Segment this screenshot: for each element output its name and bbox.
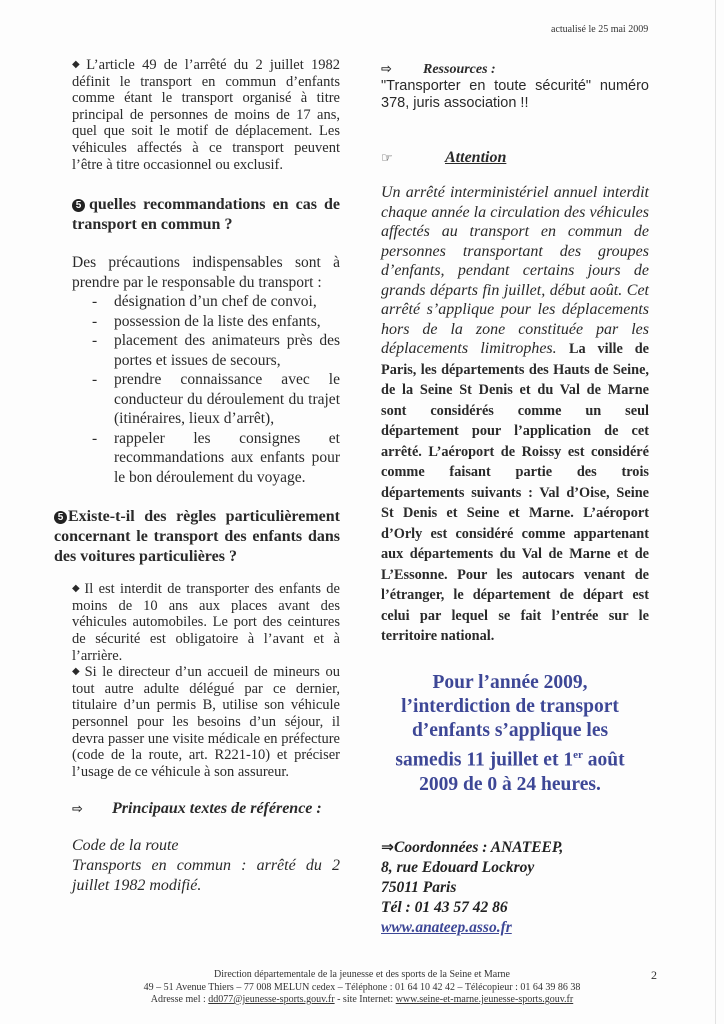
website-link[interactable]: www.anateep.asso.fr xyxy=(381,919,512,937)
contact-label: Coordonnées : ANATEEP, xyxy=(394,839,564,857)
contact-block xyxy=(381,837,649,938)
footer-address: 49 – 51 Avenue Thiers – 77 008 MELUN cedex – Téléphone : 01 64 10 42 42 – Télécopieur : 01 64 39 86 38 xyxy=(143,981,581,993)
page-number: 2 xyxy=(651,968,657,982)
updated-date: actualisé le 25 mai 2009 xyxy=(551,24,649,35)
footer xyxy=(0,969,724,1007)
director-rule-paragraph: ◆ Si le directeur d’un accueil de mineurs ou tout autre adulte délégué par ce dernier, titulaire d’un permis B, utilise son véhicule personnel pour les besoins d’un séjour, il devra passer une visite médicale en préfecture (code de la route, art. R221-10) et préciser l’usage de ce véhicule à son assureur. xyxy=(72,664,340,780)
list-item: - rappeler les consignes et recommandations aux enfants pour le bon déroulement du voyage. xyxy=(92,429,340,486)
diamond-bullet-icon: ◆ xyxy=(72,59,84,70)
email-link[interactable]: dd077@jeunesse-sports.gouv.fr xyxy=(208,994,335,1005)
diamond-bullet-icon: ◆ xyxy=(72,666,82,678)
attention-paragraph: Un arrêté interministériel annuel interdit chaque année la circulation des véhicules affectés au transport en commun de personnes transportant des groupes d’enfants, pendant certains jours de grands départs fin juillet, début août. Cet arrêté s’applique pour les déplacements hors de la zone constituée par les déplacements limitrophes. La ville de Paris, les départements des Hauts de Seine, de la Seine St Denis et du Val de Marne sont considérés comme un seul département pour l’application de cet arrêté. L’aéroport de Roissy est considéré comme faisant partie des trois départements suivants : Val d’Oise, Seine St Denis et Seine et Marne. L’aéroport d’Orly est considéré comme appartenant aux départements du Val de Marne et de L’Essonne. Pour les autocars venant de l’étranger, le département de départ est celui par lequel se fait l’entrée sur le territoire national. xyxy=(381,184,650,644)
resources-heading: ⇨ Ressources : xyxy=(381,62,496,77)
attention-heading: ☞ Attention xyxy=(381,149,507,166)
intro-paragraph: ◆ L’article 49 de l’arrêté du 2 juillet 1982 définit le transport en commun d’enfants comme étant le transport organisé à titre principal de personnes de moins de 17 ans, quel que soit le motif de déplacement. Les véhicules affectés à ce transport peuvent l’être à titre occasionnel ou exclusif. xyxy=(72,57,340,173)
car-rule-paragraph: ◆ Il est interdit de transporter des enfants de moins de 10 ans aux places avant des véhicules automobiles. Le port des ceintures de sécurité est obligatoire à l’avant et à l’arrière. xyxy=(72,581,340,664)
list-item: - désignation d’un chef de convoi, xyxy=(92,293,317,311)
section-5-intro: Des précautions indispensables sont à prendre par le responsable du transport : xyxy=(72,254,340,291)
footer-contact: Adresse mel : dd077@jeunesse-sports.gouv.fr - site Internet: www.seine-et-marne.jeunesse-sports.gouv.fr xyxy=(150,994,574,1005)
contact-city: 75011 Paris xyxy=(381,879,457,897)
site-link[interactable]: www.seine-et-marne.jeunesse-sports.gouv.fr xyxy=(395,994,574,1005)
list-item: - prendre connaissance avec le conducteur du déroulement du trajet (itinéraires, lieux d’arrêt), xyxy=(92,371,340,428)
reference-item: Transports en commun : arrêté du 2 juillet 1982 modifié. xyxy=(72,857,340,895)
references-list xyxy=(72,836,340,896)
left-column xyxy=(54,57,340,896)
circled-number-icon: 5 xyxy=(72,199,85,212)
section-5-heading: 5 quelles recommandations en cas de transport en commun ? xyxy=(72,196,340,234)
right-column xyxy=(381,62,649,938)
page-edge xyxy=(715,0,716,1024)
precautions-list xyxy=(72,292,340,487)
diamond-bullet-icon: ◆ xyxy=(72,583,82,595)
pointing-hand-icon: ☞ xyxy=(381,151,393,166)
double-arrow-icon: ⇒ xyxy=(381,838,394,857)
references-heading: ⇨ Principaux textes de référence : xyxy=(72,800,322,818)
list-item: - possession de la liste des enfants, xyxy=(92,312,321,330)
circled-number-icon: 5 xyxy=(54,511,67,524)
reference-item: Code de la route xyxy=(72,837,179,855)
section-6-heading: 5 Existe-t-il des règles particulièrement concernant le transport des enfants dans des voitures particulières ? xyxy=(54,508,340,566)
ban-dates-notice: Pour l’année 2009, l’interdiction de transport d’enfants s’applique les samedis 11 juillet et 1er août 2009 de 0 à 24 heures. xyxy=(395,671,625,795)
list-item: - placement des animateurs près des portes et issues de secours, xyxy=(92,332,340,369)
arrow-right-icon: ⇨ xyxy=(381,62,392,77)
footer-org: Direction départementale de la jeunesse et des sports de la Seine et Marne xyxy=(214,969,510,980)
contact-address: 8, rue Edouard Lockroy xyxy=(381,859,535,877)
contact-phone: Tél : 01 43 57 42 86 xyxy=(381,899,508,917)
resources-text: "Transporter en toute sécurité" numéro 378, juris association !! xyxy=(381,78,649,111)
arrow-right-icon: ⇨ xyxy=(72,802,83,818)
